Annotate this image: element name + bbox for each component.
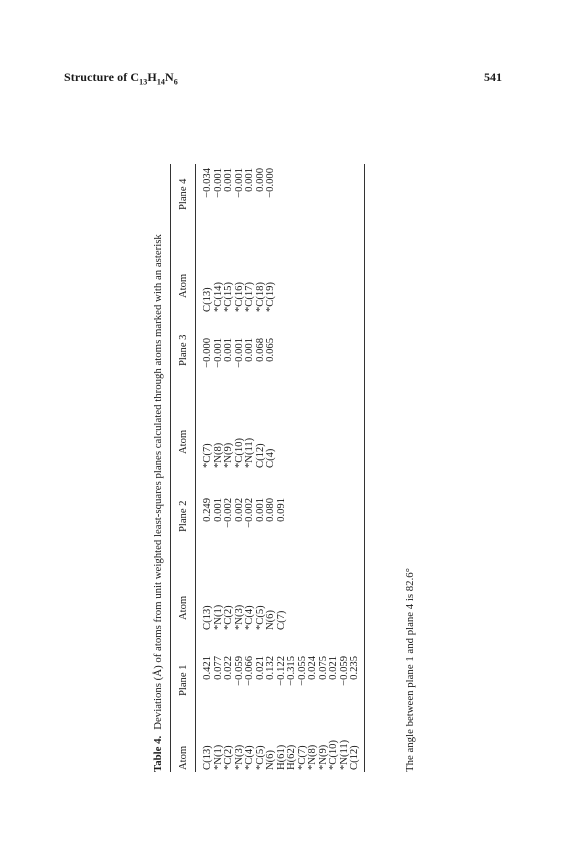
table-cell: *C(2) (223, 605, 234, 630)
table-cell: −0.066 (244, 656, 255, 686)
table-cell: C(13) (202, 605, 213, 630)
col-header: Plane 1 (178, 664, 189, 696)
table-cell: 0.001 (244, 168, 255, 192)
table-cell: N(6) (265, 749, 276, 770)
table-cell: *C(5) (254, 745, 266, 770)
table-header-rule (195, 164, 196, 772)
table-cell: *N(1) (212, 604, 224, 630)
table-cell: 0.002 (233, 498, 245, 522)
table-cell: *N(11) (244, 437, 255, 468)
formula-subscript-c: 13 (139, 77, 148, 87)
formula-subscript-n: 6 (173, 77, 178, 87)
table-cell: *C(4) (244, 745, 255, 770)
table-cell: H(61) (275, 744, 287, 770)
table-cell: *C(15) (223, 281, 234, 312)
table-cell: 0.249 (202, 498, 213, 522)
table-cell: *N(3) (233, 604, 245, 630)
table-cell: *C(10) (233, 437, 245, 468)
table-cell: N(6) (265, 609, 276, 630)
table-cell: −0.000 (202, 338, 213, 368)
col-header: Atom (178, 273, 189, 298)
table-cell: *N(9) (223, 442, 234, 468)
table-caption-text: Deviations (Å) of atoms from unit weighted least-squares planes calculated through atoms marked with an asterisk (152, 234, 164, 730)
table-cell: 0.091 (275, 498, 287, 522)
table-cell: −0.059 (338, 656, 350, 686)
table-cell: 0.000 (254, 168, 266, 192)
table-cell: 0.001 (212, 498, 224, 522)
table-cell: *N(3) (233, 744, 245, 770)
col-header: Plane 4 (178, 178, 189, 210)
col-header: Atom (178, 745, 189, 770)
table-top-rule (170, 164, 171, 772)
table-cell: 0.022 (223, 656, 234, 680)
table-cell: 0.235 (349, 656, 360, 680)
table-cell: *C(7) (202, 443, 213, 468)
table-4 (152, 156, 420, 772)
table-cell: 0.068 (254, 338, 266, 362)
table-cell: C(12) (254, 443, 266, 468)
table-cell: −0.001 (233, 168, 245, 198)
col-header: Atom (178, 429, 189, 454)
table-cell: 0.065 (265, 338, 276, 362)
running-head-text: Structure of C (64, 70, 140, 84)
formula-h: H (147, 70, 157, 84)
table-cell: *C(14) (212, 281, 224, 312)
col-header: Atom (178, 595, 189, 620)
table-cell: 0.001 (223, 168, 234, 192)
table-cell: C(12) (349, 745, 360, 770)
table-cell: 0.024 (307, 656, 318, 680)
table-cell: C(7) (275, 610, 287, 630)
table-cell: −0.002 (244, 498, 255, 528)
table-label: Table 4. (152, 735, 164, 772)
table-cell: *C(10) (328, 739, 339, 770)
table-cell: *C(2) (223, 745, 234, 770)
table-cell: 0.421 (202, 656, 213, 680)
table-cell: *C(7) (296, 745, 308, 770)
table-cell: −0.122 (275, 656, 287, 686)
table-cell: *C(18) (254, 281, 266, 312)
formula-n: N (165, 70, 174, 84)
table-cell: 0.021 (254, 656, 266, 680)
running-head (64, 70, 178, 86)
table-cell: 0.001 (223, 338, 234, 362)
table-cell: *N(8) (212, 442, 224, 468)
table-cell: −0.034 (202, 168, 213, 198)
table-cell: 0.080 (265, 498, 276, 522)
table-cell: C(4) (265, 448, 276, 468)
table-cell: 0.077 (212, 656, 224, 680)
col-header: Plane 2 (178, 500, 189, 532)
table-caption (152, 234, 164, 772)
table-cell: 0.001 (254, 498, 266, 522)
table-cell: *N(9) (317, 744, 329, 770)
table-cell: −0.001 (212, 168, 224, 198)
formula-subscript-h: 14 (156, 77, 166, 87)
table-cell: −0.001 (233, 338, 245, 368)
page-number: 541 (484, 70, 502, 84)
table-cell: *N(11) (338, 739, 350, 770)
table-cell: *C(17) (244, 281, 255, 312)
col-header: Plane 3 (178, 334, 189, 366)
table-cell: *C(4) (244, 605, 255, 630)
table-cell: 0.132 (265, 656, 276, 680)
table-cell: 0.001 (244, 338, 255, 362)
table-cell: −0.055 (296, 656, 308, 686)
table-cell: *N(1) (212, 744, 224, 770)
table-cell: C(13) (202, 287, 213, 312)
table-cell: *N(8) (307, 744, 318, 770)
table-cell: *C(5) (254, 605, 266, 630)
table-footnote: The angle between plane 1 and plane 4 is 82.6° (404, 568, 416, 772)
table-cell: *C(19) (265, 281, 276, 312)
table-cell: −0.315 (286, 656, 297, 686)
table-cell: H(62) (286, 744, 297, 770)
table-cell: 0.075 (317, 656, 329, 680)
table-cell: −0.002 (223, 498, 234, 528)
table-cell: *C(16) (233, 281, 245, 312)
table-bottom-rule (364, 164, 365, 772)
table-cell: −0.059 (233, 656, 245, 686)
table-cell: C(13) (202, 745, 213, 770)
table-cell: 0.021 (328, 656, 339, 680)
table-cell: −0.001 (212, 338, 224, 368)
table-cell: −0.000 (265, 168, 276, 198)
